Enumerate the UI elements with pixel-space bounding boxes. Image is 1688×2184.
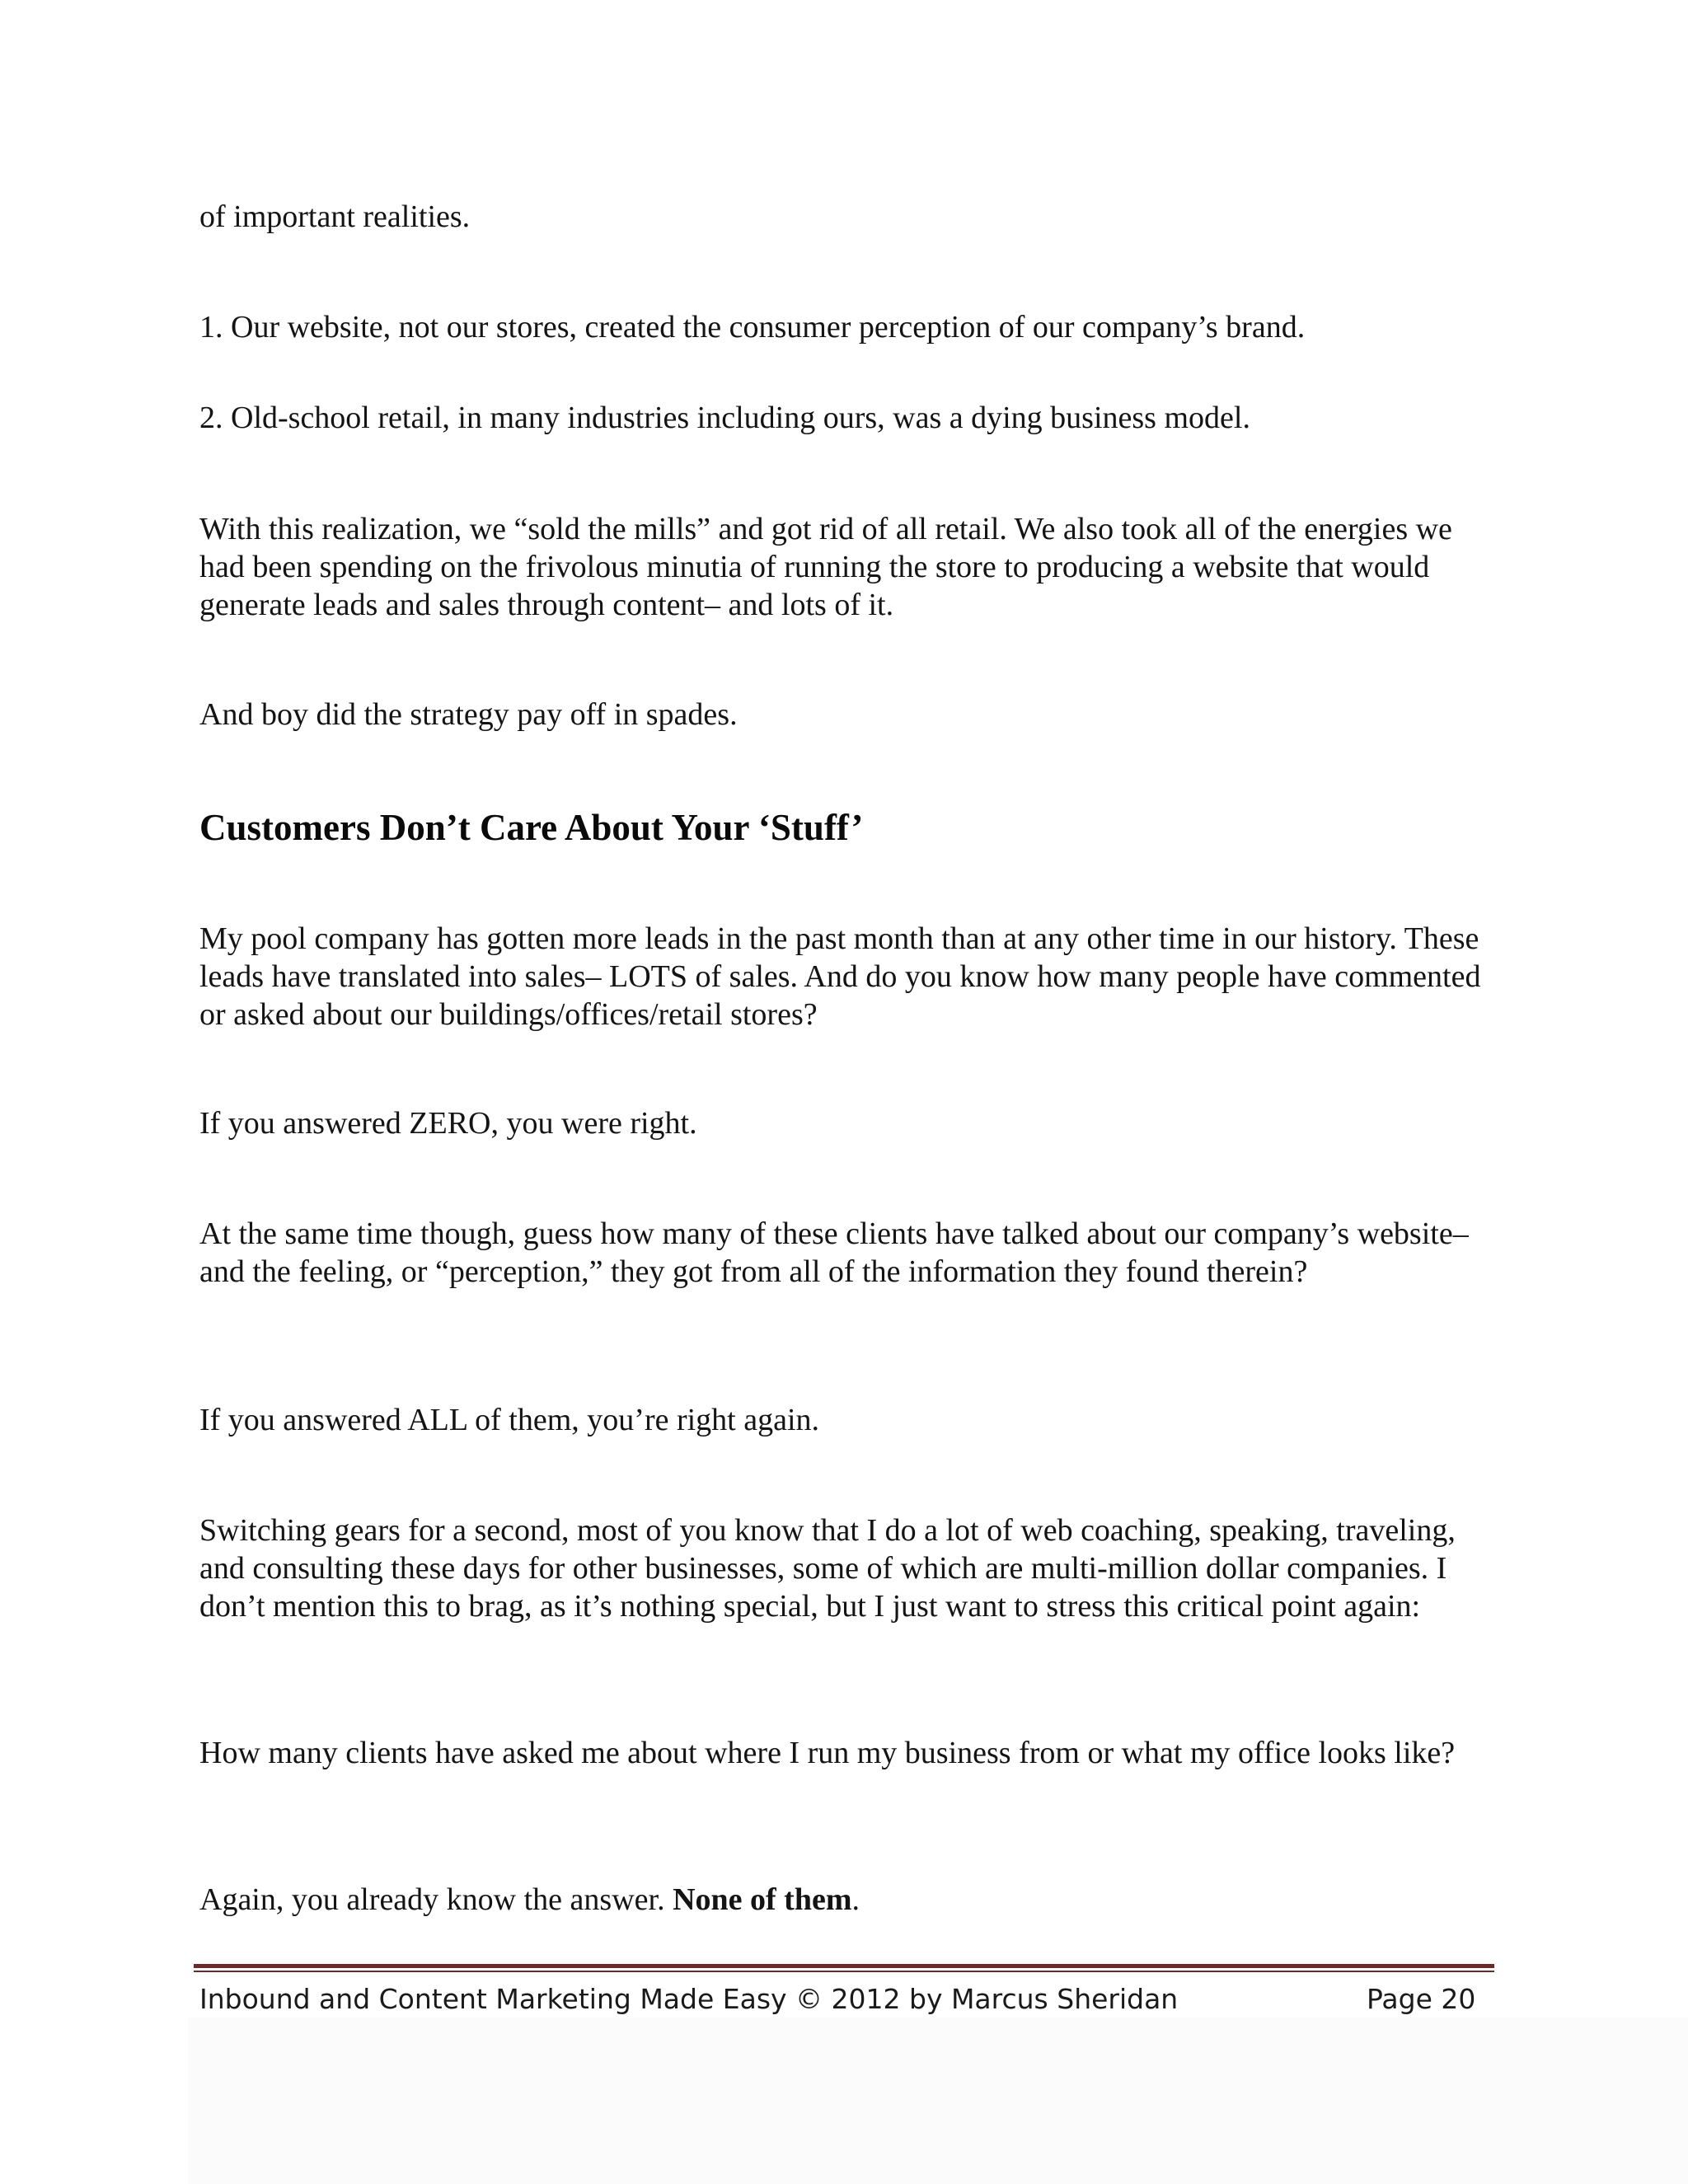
paragraph-realization: With this realization, we “sold the mills” and got rid of all retail. We also took all of the energies we had been spending on the frivolous minutia of running the store to producing a website that would generate leads and sales through content– and lots of it.	[199, 512, 1452, 622]
footer-title: Inbound and Content Marketing Made Easy © 2012 by Marcus Sheridan	[199, 1983, 1179, 2015]
footer-rule-thin	[194, 1971, 1494, 1972]
section-heading: Customers Don’t Care About Your ‘Stuff’	[199, 807, 864, 848]
list-item-1: 1. Our website, not our stores, created the consumer perception of our company’s brand.	[199, 310, 1306, 344]
answer-period: .	[851, 1882, 860, 1917]
paragraph-strategy: And boy did the strategy pay off in spades.	[199, 697, 738, 732]
paragraph-none-of-them	[199, 1881, 1502, 1919]
page-bottom-shade	[188, 2018, 1688, 2184]
footer-rule-thick	[194, 1964, 1494, 1968]
paragraph-switching-gears: Switching gears for a second, most of you know that I do a lot of web coaching, speaking, traveling, and consulting these days for other businesses, some of which are multi-million dollar companies. I don’t mention this to brag, as it’s nothing special, but I just want to stress this critical point again:	[199, 1513, 1456, 1624]
paragraph-pool-company: My pool company has gotten more leads in the past month than at any other time in our history. These leads have translated into sales– LOTS of sales. And do you know how many people have commented or asked about our buildings/offices/retail stores?	[199, 921, 1481, 1032]
list-item-2: 2. Old-school retail, in many industries including ours, was a dying business model.	[199, 401, 1250, 435]
paragraph-important-realities: of important realities.	[199, 199, 471, 234]
paragraph-website-perception: At the same time though, guess how many of these clients have talked about our company’s website– and the feeling, or “perception,” they got from all of the information they found therein?	[199, 1216, 1469, 1289]
paragraph-all-of-them: If you answered ALL of them, you’re right again.	[199, 1403, 820, 1437]
answer-emphasis: None of them	[673, 1882, 852, 1917]
answer-text: Again, you already know the answer.	[199, 1882, 673, 1917]
paragraph-zero: If you answered ZERO, you were right.	[199, 1106, 697, 1141]
paragraph-office-question: How many clients have asked me about where I run my business from or what my office looks like?	[199, 1736, 1456, 1770]
page-number: Page 20	[1367, 1983, 1476, 2015]
